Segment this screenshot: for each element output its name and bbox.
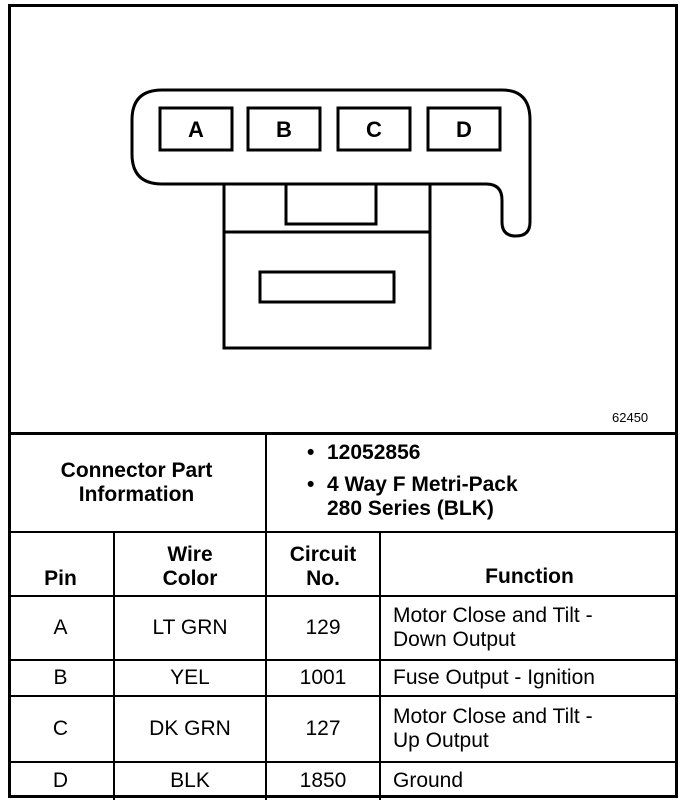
pin-label-c: C [366,117,382,142]
circuit-cell: 1001 [266,660,380,696]
wire-color-cell: YEL [114,660,266,696]
function-cell: Fuse Output - Ignition [380,660,678,696]
part-description: 4 Way F Metri-Pack 280 Series (BLK) [327,473,518,520]
circuit-cell: 129 [266,596,380,660]
connector-info-row [8,434,678,532]
pin-cell: A [8,596,114,660]
pin-label-d: D [456,117,472,142]
connector-part-info [266,434,678,532]
part-number-item: • 12052856 [307,441,421,464]
wire-color-header: Wire Color [114,532,266,596]
function-cell: Ground [380,762,678,800]
function-cell: Motor Close and Tilt - Down Output [380,596,678,660]
connector-housing [132,90,530,236]
pin-cell: B [8,660,114,696]
wire-color-cell: LT GRN [114,596,266,660]
wire-color-cell: BLK [114,762,266,800]
circuit-cell: 1850 [266,762,380,800]
connector-part-info-label: Connector Part Information [8,434,266,532]
table-row [8,596,678,660]
figure-id: 62450 [612,410,649,425]
wire-color-cell: DK GRN [114,696,266,762]
locking-tab [286,184,376,224]
table-row [8,762,678,800]
pin-label-a: A [188,117,204,142]
connector-table [8,432,678,800]
function-cell: Motor Close and Tilt - Up Output [380,696,678,762]
function-header: Function [380,532,678,596]
pin-cell: D [8,762,114,800]
header-row [8,532,678,596]
circuit-header: Circuit No. [266,532,380,596]
circuit-cell: 127 [266,696,380,762]
connector-body [224,184,430,348]
table-row [8,660,678,696]
pin-label-b: B [276,117,292,142]
pin-cell: C [8,696,114,762]
body-slot [260,272,394,302]
connector-diagram [8,4,678,434]
pin-header: Pin [8,532,114,596]
part-number: 12052856 [327,441,421,464]
part-description-item: • 4 Way F Metri-Pack 280 Series (BLK) [307,473,518,520]
table-row [8,696,678,762]
